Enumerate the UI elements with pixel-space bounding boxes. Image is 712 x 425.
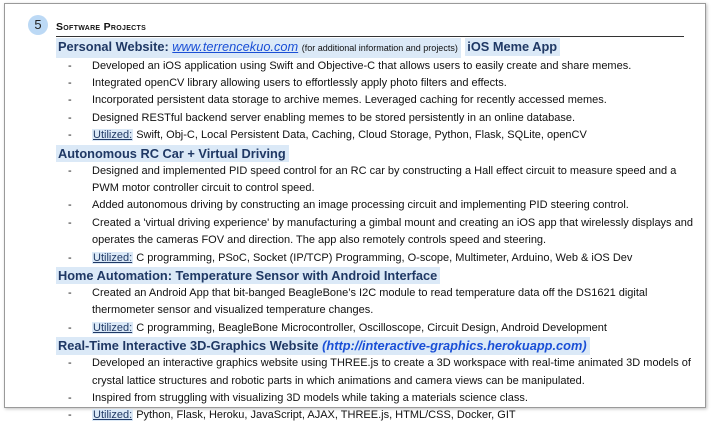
- utilized-text: Python, Flask, Heroku, JavaScript, AJAX, THREE.js, HTML/CSS, Docker, GIT: [136, 409, 516, 422]
- project-title: Real-Time Interactive 3D-Graphics Website: [58, 338, 319, 354]
- project-title-row: [56, 337, 590, 355]
- section-title: Software Projects: [56, 21, 147, 33]
- list-item: - Created an Android App that bit-banged BeagleBone’s I2C module to read temperature data off the DS1621 digital thermometer sensor and visualized temperature changes.: [56, 285, 696, 320]
- utilized-item: [56, 250, 696, 267]
- project-url-link[interactable]: (http://interactive-graphics.herokuapp.com): [322, 338, 587, 354]
- personal-website-label: Personal Website:: [58, 39, 169, 54]
- project-bullets: [56, 163, 696, 267]
- utilized-label: Utilized:: [93, 409, 133, 422]
- section-divider: [56, 36, 684, 37]
- utilized-text: C programming, BeagleBone Microcontroller, Oscilloscope, Circuit Design, Android Development: [136, 321, 607, 334]
- list-item: - Incorporated persistent data storage to archive memes. Leveraged caching for recently accessed memes.: [56, 92, 696, 109]
- personal-website-note: (for additional information and projects): [301, 43, 458, 53]
- personal-website-link[interactable]: www.terrencekuo.com: [172, 39, 299, 54]
- personal-website-heading: [56, 38, 461, 58]
- project-bullets: [56, 285, 696, 337]
- utilized-item: [56, 407, 696, 424]
- project-title: iOS Meme App: [465, 38, 560, 56]
- utilized-item: [56, 127, 696, 144]
- project-bullets: [56, 355, 696, 425]
- project-bullets: [56, 58, 696, 145]
- section-number-badge: 5: [28, 15, 48, 35]
- utilized-label: Utilized:: [93, 129, 133, 142]
- list-item: - Designed RESTful backend server enabling memes to be stored persistently in an online database.: [56, 110, 696, 127]
- list-item: - Designed and implemented PID speed control for an RC car by constructing a Hall effect circuit to measure speed and a PWM motor controller circuit to control speed.: [56, 163, 696, 198]
- list-item: - Added autonomous driving by constructing an image processing circuit and implementing PID steering control.: [56, 197, 696, 214]
- list-item: - Integrated openCV library allowing users to effortlessly apply photo filters and effects.: [56, 75, 696, 92]
- project-title: Home Automation: Temperature Sensor with Android Interface: [56, 267, 440, 285]
- list-item: - Developed an iOS application using Swift and Objective-C that allows users to easily create and share memes.: [56, 58, 696, 75]
- list-item: - Inspired from struggling with visualizing 3D models while taking a materials science class.: [56, 390, 696, 407]
- projects-content: [56, 38, 696, 425]
- utilized-label: Utilized:: [93, 321, 133, 334]
- utilized-item: [56, 320, 696, 337]
- utilized-label: Utilized:: [93, 251, 133, 264]
- utilized-text: Swift, Obj-C, Local Persistent Data, Caching, Cloud Storage, Python, Flask, SQLite, openCV: [136, 129, 587, 142]
- list-item: - Created a 'virtual driving experience' by manufacturing a gimbal mount and creating an iOS app that wirelessly displays and operates the cameras FOV and direction. The app also remotely controls speed and steering.: [56, 215, 696, 250]
- utilized-text: C programming, PSoC, Socket (IP/TCP) Programming, O-scope, Multimeter, Arduino, Web & iOS Dev: [136, 251, 633, 264]
- project-title: Autonomous RC Car + Virtual Driving: [56, 145, 289, 163]
- list-item: - Developed an interactive graphics website using THREE.js to create a 3D workspace with real-time animated 3D models of crystal lattice structures and robotic parts in which animations and camera views can be manipulated.: [56, 355, 696, 390]
